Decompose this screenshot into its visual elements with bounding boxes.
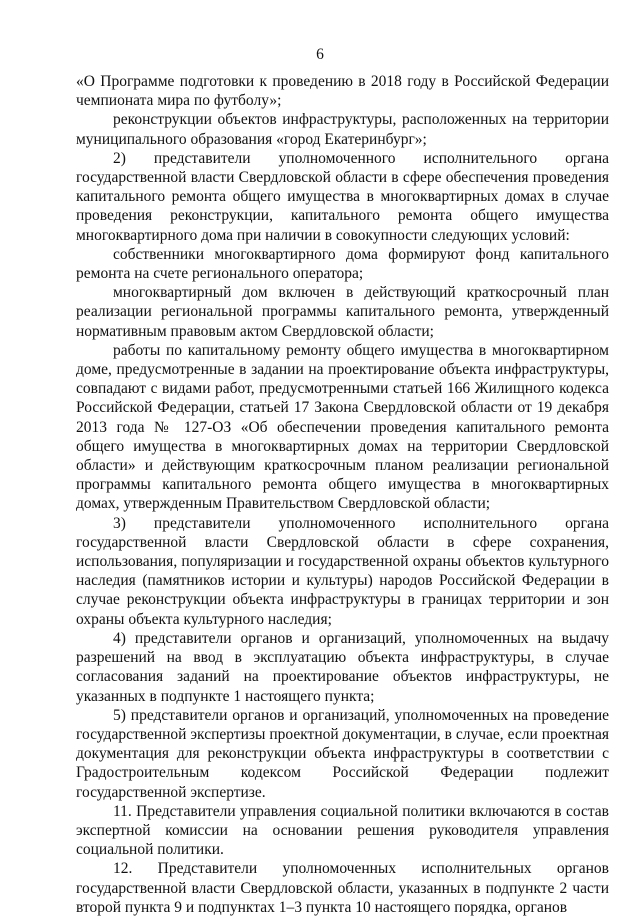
paragraph-11-social-policy: 11. Представители управления социальной политики включаются в состав экспертной комиссии на основании решения руководителя управления социальной политики.	[76, 802, 609, 859]
paragraph-condition-capital-repair-fund: собственники многоквартирного дома формируют фонд капитального ремонта на счете регионального оператора;	[76, 245, 609, 283]
paragraph-program-title-continuation: «О Программе подготовки к проведению в 2018 году в Российской Федерации чемпионата мира по футболу»;	[76, 73, 609, 110]
paragraph-item-2-capital-repair-representatives: 2) представители уполномоченного исполнительного органа государственной власти Свердловской области в сфере обеспечения проведения капитального ремонта общего имущества в многоквартирных домах в случае проведения реконструкции, капитального ремонта общего имущества многоквартирного дома при наличии в совокупности следующих условий:	[76, 149, 609, 244]
page-number: 6	[316, 46, 324, 63]
paragraph-condition-short-term-plan: многоквартирный дом включен в действующий краткосрочный план реализации региональной программы капитального ремонта, утвержденный нормативным правовым актом Свердловской области;	[76, 284, 609, 340]
paragraph-condition-repair-works: работы по капитальному ремонту общего имущества в многоквартирном доме, предусмотренные в задании на проектирование объекта инфраструктуры, совпадают с видами работ, предусмотренными статьей 166 Жилищного кодекса Российской Федерации, статьей 17 Закона Свердловской области от 19 декабря 2013 года № 127-ОЗ «Об обеспечении проведения капитального ремонта общего имущества в многоквартирных домах на территории Свердловской области» и действующим краткосрочным планом реализации региональной программы капитального ремонта общего имущества в многоквартирных домах, утвержденным Правительством Свердловской области;	[76, 341, 609, 513]
paragraph-item-4-commissioning-permits: 4) представители органов и организаций, уполномоченных на выдачу разрешений на ввод в эксплуатацию объекта инфраструктуры, в случае согласования заданий на проектирование объектов инфраструктуры, не указанных в подпункте 1 настоящего пункта;	[76, 629, 609, 705]
paragraph-reconstruction-ekaterinburg: реконструкции объектов инфраструктуры, расположенных на территории муниципального образования «город Екатеринбург»;	[76, 111, 609, 148]
paragraph-12-representatives: 12. Представители уполномоченных исполнительных органов государственной власти Свердловской области, указанных в подпункте 2 части второй пункта 9 и подпунктах 1–3 пункта 10 настоящего порядка, органов	[76, 860, 609, 916]
paragraph-item-3-cultural-heritage: 3) представители уполномоченного исполнительного органа государственной власти Свердловской области в сфере сохранения, использования, популяризации и государственной охраны объектов культурного наследия (памятников истории и культуры) народов Российской Федерации в случае реконструкции объекта инфраструктуры в границах территории и зон охраны объекта культурного наследия;	[76, 514, 609, 628]
paragraph-item-5-state-expertise: 5) представители органов и организаций, уполномоченных на проведение государственной экспертизы проектной документации, в случае, если проектная документация для реконструкции объекта инфраструктуры в соответствии с Градостроительным кодексом Российской Федерации подлежит государственной экспертизе.	[76, 706, 609, 801]
document-body	[76, 72, 609, 917]
